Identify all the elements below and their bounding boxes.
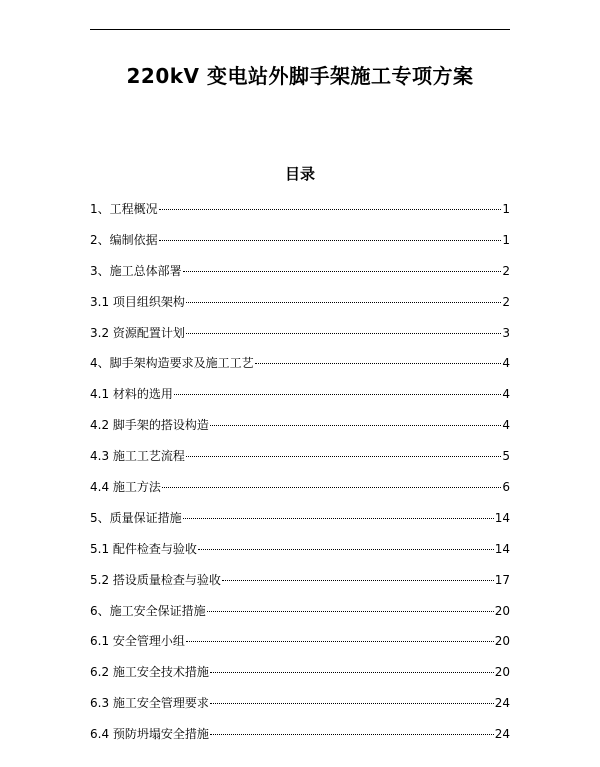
- toc-entry-label: 4.1 材料的选用: [90, 387, 173, 402]
- toc-entry-page: 2: [502, 294, 510, 309]
- toc-entry[interactable]: [90, 540, 510, 571]
- toc-entry-label: 6.4 预防坍塌安全措施: [90, 727, 209, 742]
- toc-entry-label: 1、工程概况: [90, 202, 158, 216]
- toc-entry-page: 17: [494, 572, 510, 587]
- toc-entry-label: 5.2 搭设质量检查与验收: [90, 572, 221, 587]
- toc-entry-label: 2、编制依据: [90, 232, 158, 247]
- toc-leader: [210, 425, 501, 426]
- document-title: 220kV 变电站外脚手架施工专项方案: [126, 64, 474, 88]
- toc-leader: [186, 456, 501, 457]
- toc-entry[interactable]: [90, 571, 510, 602]
- toc-leader: [183, 518, 494, 519]
- toc-entry-page: 24: [494, 727, 510, 742]
- toc-entry[interactable]: [90, 200, 510, 231]
- toc-heading: 目录: [284, 165, 315, 183]
- toc-entry-label: 3.1 项目组织架构: [90, 294, 185, 309]
- toc-entry[interactable]: [90, 293, 510, 324]
- toc-entry[interactable]: [90, 694, 510, 725]
- toc-entry-label: 6.2 施工安全技术措施: [90, 665, 209, 680]
- toc-entry-page: 14: [494, 541, 510, 556]
- toc-entry[interactable]: [90, 231, 510, 262]
- toc-entry[interactable]: [90, 509, 510, 540]
- toc-leader: [255, 363, 502, 364]
- toc-entry-page: 20: [494, 665, 510, 680]
- toc-entry-page: 14: [494, 510, 510, 525]
- toc-entry-page: 24: [494, 696, 510, 711]
- toc-entry-page: 4: [502, 356, 510, 371]
- toc-entry-page: 1: [502, 202, 510, 216]
- toc-leader: [210, 672, 494, 673]
- toc-leader: [186, 641, 494, 642]
- toc-entry-label: 6、施工安全保证措施: [90, 603, 206, 618]
- toc-entry-label: 5.1 配件检查与验收: [90, 541, 197, 556]
- toc-entry[interactable]: [90, 478, 510, 509]
- toc-entry[interactable]: [90, 632, 510, 663]
- toc-entry[interactable]: [90, 602, 510, 633]
- toc-leader: [183, 271, 502, 272]
- toc-leader: [159, 240, 502, 241]
- toc-entry[interactable]: [90, 416, 510, 447]
- toc-entry-label: 3.2 资源配置计划: [90, 325, 185, 340]
- toc-leader: [207, 611, 494, 612]
- toc-entry-label: 4、脚手架构造要求及施工工艺: [90, 356, 254, 371]
- toc-leader: [174, 394, 501, 395]
- toc-entry[interactable]: [90, 447, 510, 478]
- toc-leader: [159, 209, 502, 210]
- toc-entry[interactable]: [90, 725, 510, 756]
- toc-leader: [186, 333, 501, 334]
- toc-entry-label: 4.2 脚手架的搭设构造: [90, 418, 209, 433]
- toc-entry-label: 5、质量保证措施: [90, 510, 182, 525]
- header-rule: [90, 29, 510, 30]
- toc-entry-label: 3、施工总体部署: [90, 263, 182, 278]
- toc-leader: [210, 703, 494, 704]
- toc-entry-label: 6.3 施工安全管理要求: [90, 696, 209, 711]
- toc-entry[interactable]: [90, 663, 510, 694]
- toc-leader: [222, 580, 494, 581]
- toc-entry-page: 5: [502, 449, 510, 464]
- toc-entry[interactable]: [90, 262, 510, 293]
- toc-entry-label: 4.4 施工方法: [90, 480, 161, 495]
- toc-entry-page: 1: [502, 232, 510, 247]
- toc-leader: [186, 302, 501, 303]
- toc-entry-page: 20: [494, 634, 510, 649]
- toc-entry-label: 4.3 施工工艺流程: [90, 449, 185, 464]
- toc-entry-label: 6.1 安全管理小组: [90, 634, 185, 649]
- toc-leader: [210, 734, 494, 735]
- toc-entry-page: 2: [502, 263, 510, 278]
- toc-leader: [198, 549, 494, 550]
- toc-leader: [162, 487, 501, 488]
- toc-entry-page: 20: [494, 603, 510, 618]
- toc-entry[interactable]: [90, 385, 510, 416]
- toc-entry-page: 3: [502, 325, 510, 340]
- toc-entry[interactable]: [90, 354, 510, 385]
- toc-entry-page: 4: [502, 418, 510, 433]
- table-of-contents: [90, 200, 510, 756]
- toc-entry[interactable]: [90, 324, 510, 355]
- toc-entry-page: 6: [502, 480, 510, 495]
- toc-entry-page: 4: [502, 387, 510, 402]
